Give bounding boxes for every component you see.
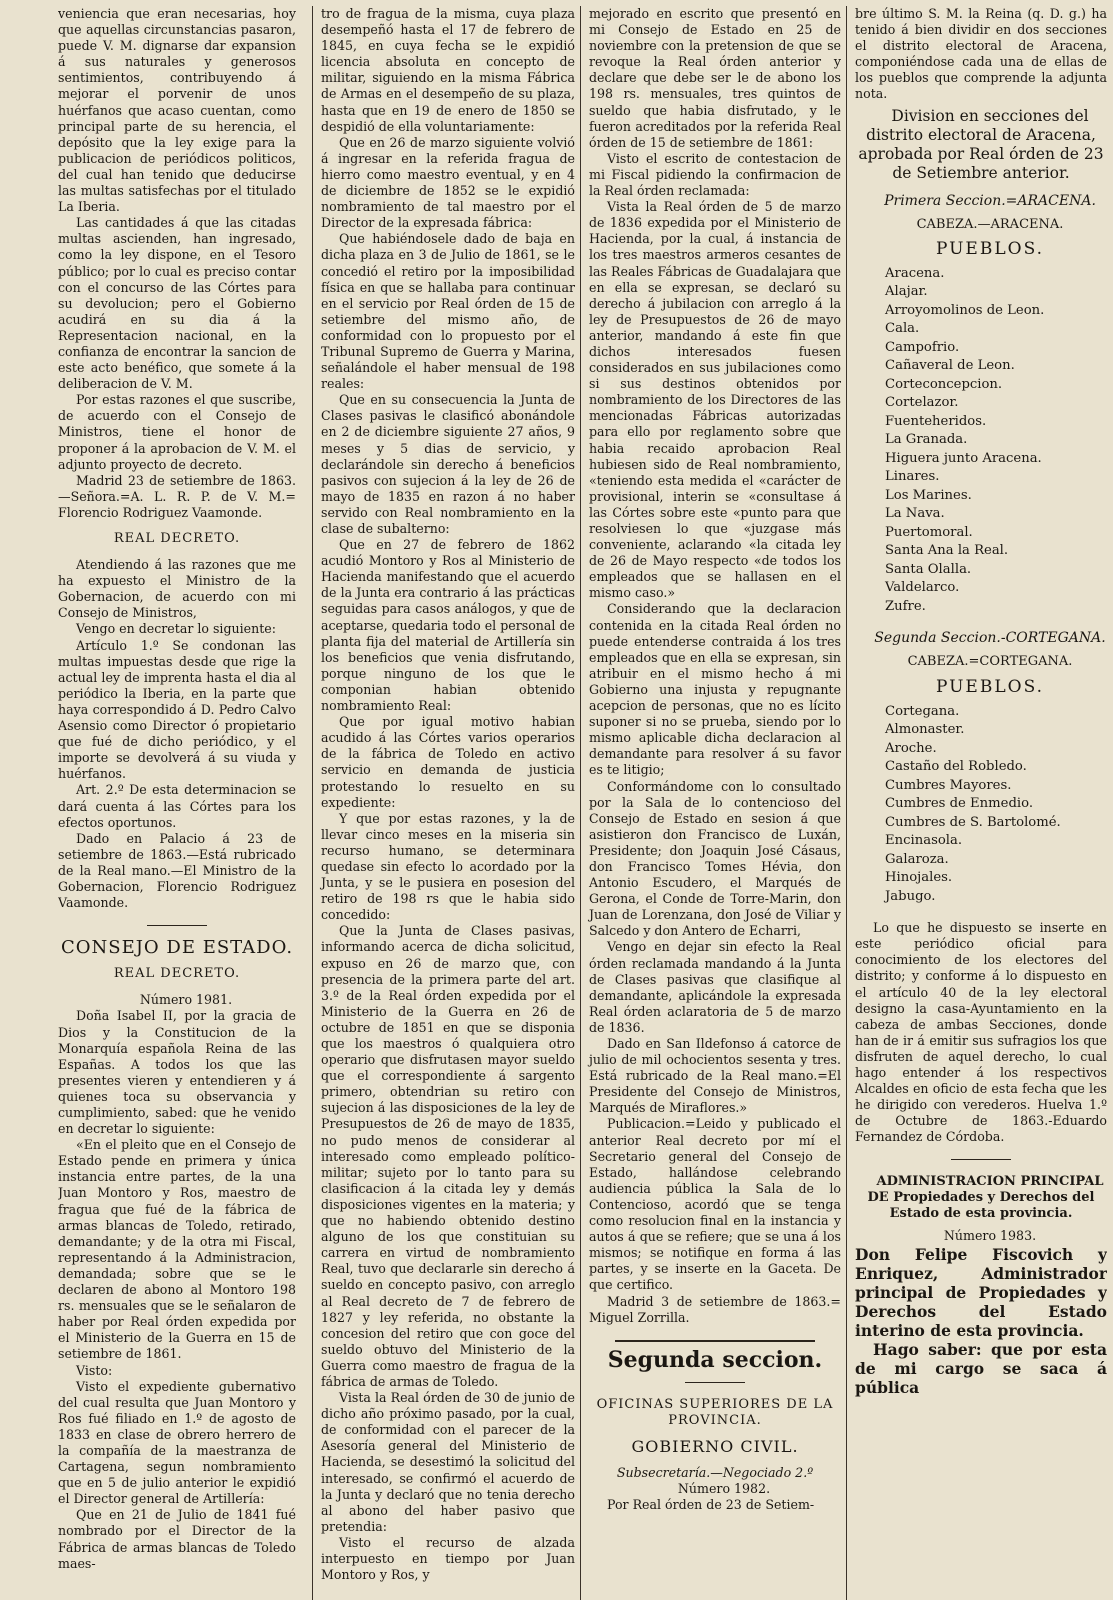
column-3 [580,6,841,1600]
paragraph: «En el pleito que en el Consejo de Estado pende en primera y única instancia entre partes, de la una Juan Montoro y Ros, maestro de fragua que fué de la fábrica de armas blancas de Toledo, retirado, demandante; y de la otra mi Fiscal, representando á la Administracion, demandada; sobre que se le declaren de abono al Montoro 198 rs. mensuales que se le señalaron de haber por Real órden expedida por el Ministerio de la Guerra en 15 de setiembre de 1861. [58,1137,296,1362]
section-heading: Segunda seccion. [607,1346,823,1373]
divider [951,1159,1011,1160]
list-item: Los Marines. [885,487,972,503]
list-item: Galaroza. [885,851,949,867]
list-item: Aracena. [885,265,945,281]
list-item: Jabugo. [885,888,936,904]
list-item: Higuera junto Aracena. [885,450,1042,466]
list-item: Cumbres Mayores. [885,777,1012,793]
paragraph: Vengo en decretar lo siguiente: [76,621,276,637]
list-item: Castaño del Robledo. [885,759,1027,775]
list-item: Santa Olalla. [885,561,972,577]
list-item: Encinasola. [885,833,963,849]
section-heading: ADMINISTRACION PRINCIPAL DE Propiedades y Derechos del Estado de esta provincia. [867,1174,1104,1222]
divider [615,1340,815,1342]
paragraph: Por estas razones el que suscribe, de acuerdo con el Consejo de Ministros, tiene el honor de proponer á la aprobacion de V. M. el adjunto proyecto de decreto. [58,392,296,472]
paragraph: tro de fragua de la misma, cuya plaza desempeñó hasta el 17 de febrero de 1845, en cuya fecha se le expidió licencia absoluta en concepto de militar, siguiendo en la misma Fábrica de Armas en el desempeño de su plaza, hasta que en 19 de enero de 1850 se despidió de ella voluntariamente: [321,6,575,134]
paragraph: Por Real órden de 23 de Setiem- [607,1497,815,1513]
section-heading: GOBIERNO CIVIL. [631,1436,799,1456]
list-item: Arroyomolinos de Leon. [885,302,1045,318]
paragraph: Dado en Palacio á 23 de setiembre de 1863.—Está rubricado de la Real mano.—El Ministro de la Gobernacion, Florencio Rodriguez Vaamonde. [58,830,296,911]
list-item: Zufre. [885,598,926,614]
column-1 [58,6,296,1600]
paragraph: Visto el recurso de alzada interpuesto en tiempo por Juan Montoro y Ros, y [321,1534,575,1583]
paragraph: bre último S. M. la Reina (q. D. g.) ha tenido á bien dividir en dos secciones el distrito electoral de Aracena, componiéndose cada una de ellas de los pueblos que comprende la adjunta nota. [855,6,1107,102]
list-item: Puertomoral. [885,524,973,540]
paragraph: Hago saber: que por esta de mi cargo se saca á pública [855,1339,1107,1397]
town-list [855,265,1107,617]
list-item: Cortegana. [885,703,960,719]
paragraph: veniencia que eran necesarias, hoy que aquellas circunstancias pasaron, puede V. M. dignarse dar expansion á sus naturales y generosos sentimientos, contribuyendo á mejorar el porvenir de unos huérfanos que acaso cuentan, como principal parte de su herencia, el depósito que la ley exige para la publicacion de periódicos politicos, del cual han tenido que deducirse las multas satisfechas por el titulado La Iberia. [58,6,296,215]
paragraph: Que por igual motivo habian acudido á las Córtes varios operarios de la fábrica de Toledo en activo servicio en demanda de justicia protestando lo resuelto en su expediente: [321,714,575,810]
paragraph: Vengo en dejar sin efecto la Real órden reclamada mandando á la Junta de Clases pasivas que clasifique al demandante, aplicándole la expresada Real órden aclaratoria de 5 de marzo de 1836. [589,939,841,1035]
list-item: Cumbres de Enmedio. [885,796,1034,812]
paragraph: Y que por estas razones, y la de llevar cinco meses en la miseria sin recurso humano, se determinara quedase sin efecto lo acordado por la Junta, y se le pusiera en posesion del retiro de 198 rs que le habia sido concedido: [321,810,575,923]
paragraph: Que en su consecuencia la Junta de Clases pasivas le clasificó abonándole en 2 de diciembre siguiente 27 años, 9 meses y 5 dias de servicio, y declarándole sin derecho á beneficios pasivos con sujecion á la ley de 26 de mayo de 1835 en razon á no haber servido con Real nombramiento en la clase de subalterno: [321,392,575,536]
paragraph: Vista la Real órden de 5 de marzo de 1836 expedida por el Ministerio de Hacienda, por la cual, á instancia de los tres maestros armeros cesantes de las Reales Fábricas de Guadalajara que en ella se expresan, se declaró su derecho á jubilacion con arreglo á la ley de Presupuestos de 26 de mayo anterior, mandando á este fin que dichos interesados fuesen considerados en sus jubilaciones como si sus destinos obtenidos por nombramiento de los Directores de las mencionadas Fábricas autorizadas para ello por reglamento sobre que habia recaido aprobacion Real hubiesen sido de Real nombramiento, «teniendo esta medida el «carácter de provisional, interin se «consultase á las Córtes sobre este «punto para que resolviesen lo que «juzgase más conveniente, aclarando «la citada ley de 26 de Mayo respecto «de todos los empleados que se hallasen en el mismo caso.» [589,199,841,601]
paragraph: Atendiendo á las razones que me ha expuesto el Ministro de la Gobernacion, de acuerdo con mi Consejo de Ministros, [58,557,296,621]
column-2 [312,6,575,1600]
paragraph: Que en 21 de Julio de 1841 fué nombrado por el Director de la Fábrica de armas blancas de Toledo maes- [58,1507,296,1571]
section-heading: Segunda Seccion.-CORTEGANA. [874,630,1106,647]
paragraph: Lo que he dispuesto se inserte en este periódico oficial para conocimiento de los electores del distrito; y conforme á lo dispuesto en el artículo 40 de la ley electoral designo la casa-Ayuntamiento en la cabeza de ambas Secciones, donde han de ir á emitir sus sufragios los que disfruten de aquel derecho, lo cual hago entender á los respectivos Alcaldes en oficio de esta fecha que les he dirigido con verederos. Huelva 1.º de Octubre de 1863.-Eduardo Fernandez de Córdoba. [855,920,1107,1145]
item-number: Número 1982. [677,1481,771,1497]
list-item: Alajar. [885,284,928,300]
paragraph: Visto: [76,1362,113,1378]
paragraph: Artículo 1.º Se condonan las multas impuestas desde que rige la actual ley de imprenta hasta el dia al periódico la Iberia, en la parte que haya correspondido á D. Pedro Calvo Asensio como Director ó propietario que fué de dicho periódico, y el importe se devolverá á su viuda y huérfanos. [58,637,296,782]
paragraph: mejorado en escrito que presentó en mi Consejo de Estado en 25 de noviembre con la pretension de que se revoque la Real órden anterior y declare que debe ser le de abono los 198 rs. mensuales, tres quintos de sueldo que habia disfrutado, y le fueron acreditados por la referida Real órden de 15 de setiembre de 1861: [589,6,841,150]
cabeza-label: CABEZA.—ARACENA. [916,216,1064,232]
paragraph: Las cantidades á que las citadas multas ascienden, han ingresado, como la ley dispone, en el Tesoro público; por lo cual es preciso contar con el concurso de las Córtes para su devolucion; pero el Gobierno acudirá en su dia á la Representacion nacional, en la confianza de encontrar la sancion de este acto benéfico, que somete á la deliberacion de V. M. [58,215,296,392]
list-item: Almonaster. [885,722,965,738]
list-item: La Nava. [885,506,945,522]
list-item: Cala. [885,321,920,337]
item-number: Número 1981. [139,992,233,1008]
paragraph: Que en 26 de marzo siguiente volvió á ingresar en la referida fragua de hierro como maestro eventual, y en 4 de diciembre de 1852 se le expidió nombramiento de tal maestro por el Director de la expresada fábrica: [321,134,575,231]
paragraph: Que en 27 de febrero de 1862 acudió Montoro y Ros al Ministerio de Hacienda manifestando que el acuerdo de la Junta era contrario á las prácticas seguidas para casos análogos, y que de aceptarse, quedaria todo el personal de planta fija del material de Artillería sin los beneficios que venia disfrutando, porque ninguno de los que le componian habian obtenido nombramiento Real: [321,537,575,714]
list-item: Aroche. [885,740,937,756]
list-item: Campofrio. [885,339,960,355]
paragraph: Que habiéndosele dado de baja en dicha plaza en 3 de Julio de 1861, se le concedió el retiro por la imposibilidad física en que se hallaba para continuar en el servicio por Real órden de 15 de setiembre del mismo año, de conformidad con lo propuesto por el Tribunal Supremo de Guerra y Marina, señalándole el haber mensual de 198 reales: [321,231,575,392]
paragraph: Madrid 3 de setiembre de 1863.= Miguel Zorrilla. [589,1293,841,1325]
list-item: Valdelarco. [885,580,960,596]
division-heading: Division en secciones del distrito electoral de Aracena, aprobada por Real órden de 23 de Setiembre anterior. [858,106,1104,182]
paragraph: Considerando que la declaracion contenida en la citada Real órden no puede entenderse contraida á los tres empleados que en ella se expresan, sin atribuir en el mismo hecho á mi Gobierno una injusta y repugnante acepcion de personas, que no es lícito suponer si no se prueba, siendo por lo mismo aplicable dicha declaracion al demandante para resolver á su favor es te litigio; [589,601,841,778]
section-heading: REAL DECRETO. [113,966,241,982]
pueblos-heading: PUEBLOS. [935,676,1045,697]
paragraph: Conformándome con lo consultado por la Sala de lo contencioso del Consejo de Estado en sesion á que asistieron don Francisco de Luxán, Presidente; don Joaquin José Cásaus, don Francisco Tomes Hévia, don Antonio Escudero, el Marqués de Gerona, el Conde de Torre-Marin, don Juan de Lorenzana, don José de Viliar y Salcedo y don Antero de Echarri, [589,778,841,939]
subheading: Subsecretaría.—Negociado 2.º [616,1465,814,1481]
list-item: Cortelazor. [885,395,959,411]
list-item: Linares. [885,469,940,485]
paragraph: Doña Isabel II, por la gracia de Dios y la Constitucion de la Monarquía española Reina de las Españas. A todos los que las presentes vieren y entendieren y á quienes toca su observancia y cumplimiento, sabed: que he venido en decretar lo siguiente: [58,1008,296,1137]
list-item: Cañaveral de Leon. [885,358,1015,374]
paragraph: Visto el escrito de contestacion de mi Fiscal pidiendo la confirmacion de la Real órden reclamada: [589,150,841,199]
town-list [855,703,1107,907]
pueblos-heading: PUEBLOS. [935,238,1045,259]
list-item: Corteconcepcion. [885,376,1003,392]
list-item: La Granada. [885,432,968,448]
column-4 [846,6,1107,1600]
divider [685,1382,745,1383]
cabeza-label: CABEZA.=CORTEGANA. [907,654,1073,670]
paragraph: Dado en San Ildefonso á catorce de julio de mil ochocientos sesenta y tres. Está rubricado de la Real mano.=El Presidente del Consejo de Ministros, Marqués de Miraflores.» [589,1036,841,1116]
paragraph: Don Felipe Fiscovich y Enriquez, Administrador principal de Propiedades y Derechos del Estado interino de esta provincia. [855,1244,1107,1340]
paragraph: Publicacion.=Leido y publicado el anterior Real decreto por mí el Secretario general del Consejo de Estado, hallándose celebrando audiencia pública la Sala de lo Contencioso, acordó que se tenga como resolucion final en la instancia y autos á que se refiere; que se una á los mismos; se notifique en forma á las partes, y se inserte en la Gaceta. De que certifico. [589,1116,841,1293]
divider [147,925,207,926]
list-item: Hinojales. [885,870,953,886]
section-heading: REAL DECRETO. [113,531,241,546]
item-number: Número 1983. [943,1228,1037,1244]
paragraph: Que la Junta de Clases pasivas, informando acerca de dicha solicitud, expuso en 26 de marzo que, con presencia de la primera parte del art. 3.º de la Real órden expedida por el Ministerio de la Guerra en 26 de octubre de 1851 en que se disponia que los maestros ó qualquiera otro operario que disfrutasen mayor sueldo que el correspondiente á sargento primero, obtendrian su retiro con sujecion á las disposiciones de la ley de Presupuestos de 26 de mayo de 1835, no pudo menos de considerar al interesado como empleado político-militar; sujeto por lo tanto para su clasificacion á la citada ley y demás disposiciones vigentes en la materia; y que no habiendo obtenido destino alguno de los que constituian su carrera en virtud de nombramiento Real, tuvo que declararle sin derecho á sueldo en concepto pasivo, con arreglo al Real decreto de 7 de febrero de 1827 y ley referida, no obstante la concesion del retiro que con goce del sueldo obtuvo del Ministerio de la Guerra como maestro de fragua de la fábrica de armas de Toledo. [321,923,575,1389]
list-item: Santa Ana la Real. [885,543,1009,559]
paragraph: Vista la Real órden de 30 de junio de dicho año próximo pasado, por la cual, de conformidad con el parecer de la Asesoría general del Ministerio de Hacienda, se desestimó la solicitud del interesado, se confirmó el acuerdo de la Junta y declaró que no tenia derecho al abono del haber pasivo que pretendia: [321,1390,575,1534]
paragraph: Madrid 23 de setiembre de 1863. —Señora.=A. L. R. P. de V. M.= Florencio Rodriguez Vaamonde. [58,472,296,520]
section-heading: Primera Seccion.=ARACENA. [884,192,1096,209]
paragraph: Visto el expediente gubernativo del cual resulta que Juan Montoro y Ros fué filiado en 1.º de agosto de 1833 en clase de obrero herrero de la compañía de la maestranza de Cartagena, segun nombramiento que en 5 de julio anterior le expidió el Director general de Artillería: [58,1378,296,1507]
section-heading: CONSEJO DE ESTADO. [60,937,294,959]
section-heading: OFICINAS SUPERIORES DE LA PROVINCIA. [596,1396,834,1428]
list-item: Cumbres de S. Bartolomé. [885,814,1061,830]
paragraph: Art. 2.º De esta determinacion se dará cuenta á las Córtes para los efectos oportunos. [58,782,296,830]
list-item: Fuenteheridos. [885,413,987,429]
